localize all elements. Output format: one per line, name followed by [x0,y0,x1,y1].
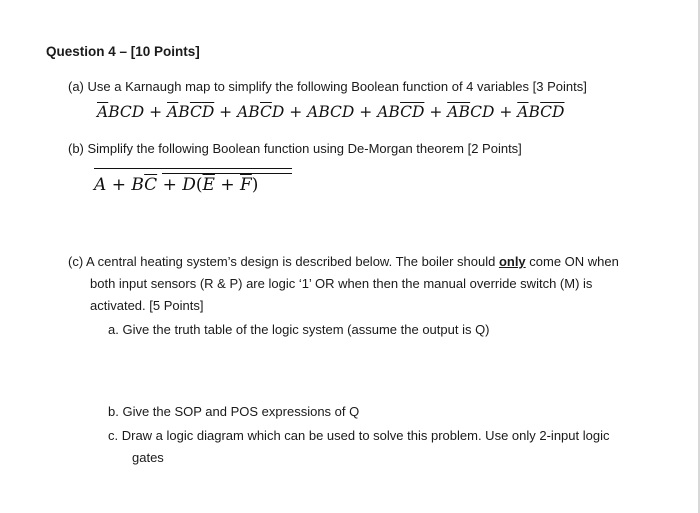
expr-plus-2: + [162,175,177,195]
literal-a: A [377,103,389,121]
literal-c-bar: $\overline{C}$ [259,103,272,121]
question-title: Question 4 – [10 Points] [46,44,200,59]
plus-operator: + [494,103,518,121]
sub-question-a: a. Give the truth table of the logic system (assume the output is Q) [108,322,490,337]
sub-question-c-line-1: c. Draw a logic diagram which can be used to solve this problem. Use only 2-input logic [108,428,610,443]
part-b-boolean-expression [94,173,258,197]
outer-complement-bar [94,168,292,169]
literal-a: A [237,103,249,121]
plus-operator: + [214,103,238,121]
literal-d-bar: $\overline{D}$ [552,103,565,121]
literal-b: B [248,103,260,121]
product-term [517,103,564,121]
literal-b: B [108,103,120,121]
expr-var-e: $\overline{E}$ [202,175,215,195]
literal-a: A [307,103,319,121]
literal-d: D [482,103,495,121]
literal-d: D [131,103,145,121]
product-term [447,103,494,121]
product-term [237,103,284,121]
part-c-line-1-start: (c) A central heating system’s design is described below. The boiler should [68,254,499,269]
literal-a-bar: $\overline{A}$ [447,103,459,121]
expr-var-f-bar: $\overline{F}$ [240,175,252,195]
product-term [97,103,144,121]
expr-var-c-bar: $\overline{C}$ [144,175,158,195]
literal-c-bar: $\overline{C}$ [400,103,412,121]
expr-var-a: A [94,175,107,195]
literal-a-bar: $\overline{A}$ [97,103,109,121]
expr-plus-1: + [111,175,126,195]
expr-plus-3: + [220,175,235,195]
literal-d: D [341,103,355,121]
literal-c: C [330,103,342,121]
literal-c: C [119,103,132,121]
part-c-line-2: both input sensors (R & P) are logic ‘1’ OR when then the manual override switch (M) is [90,276,593,291]
literal-d-bar: $\overline{D}$ [201,103,215,121]
literal-a-bar: $\overline{A}$ [517,103,529,121]
emphasis-only: only [498,254,526,269]
expr-lparen: ( [195,175,203,195]
plus-operator: + [354,103,378,121]
part-c-line-1 [68,254,619,270]
literal-d-bar: $\overline{D}$ [411,103,425,121]
sub-question-c-line-2: gates [132,450,164,465]
literal-c-bar: $\overline{C}$ [189,103,202,121]
plus-operator: + [284,103,308,121]
literal-b: B [388,103,401,121]
literal-b: B [178,103,190,121]
part-b-prompt: (b) Simplify the following Boolean function using De-Morgan theorem [2 Points] [68,141,522,156]
part-a-boolean-function [97,101,564,123]
plus-operator: + [144,103,168,121]
product-term [377,103,424,121]
literal-c: C [470,103,482,121]
expr-rparen: ) [251,175,259,195]
literal-b-bar: $\overline{B}$ [458,103,471,121]
literal-b: B [528,103,541,121]
literal-a-bar: $\overline{A}$ [167,103,179,121]
product-term [307,103,354,121]
part-a-prompt: (a) Use a Karnaugh map to simplify the following Boolean function of 4 variables [3 Points] [68,79,587,94]
plus-operator: + [424,103,448,121]
part-c-line-3: activated. [5 Points] [90,298,204,313]
literal-c-bar: $\overline{C}$ [540,103,553,121]
expr-var-d: D [182,175,196,195]
sub-question-b: b. Give the SOP and POS expressions of Q [108,404,360,419]
expr-var-b: B [131,175,145,195]
part-c-line-1-end: come ON when [525,254,619,269]
literal-d: D [271,103,285,121]
product-term [167,103,214,121]
literal-b: B [318,103,331,121]
